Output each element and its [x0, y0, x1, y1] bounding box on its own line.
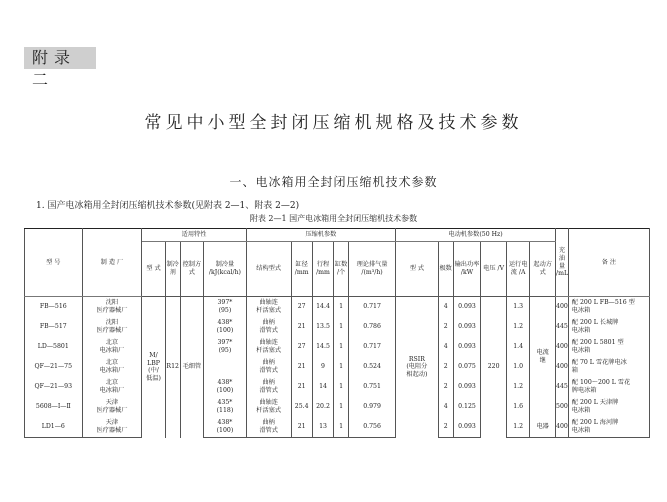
cell-line: 曲轴连 [259, 399, 278, 407]
cell-model: 5608—Ⅰ—Ⅱ [25, 397, 83, 417]
cell-line: 438* [217, 319, 233, 327]
cell-line: 曲柄 [262, 379, 275, 387]
cell-line: 医疗器械厂 [96, 307, 128, 314]
cell-line: 配 200 L 长城牌 [571, 319, 619, 327]
cell-capacity [204, 357, 247, 377]
header-poles: 极数 [438, 242, 453, 297]
cell-line: (118) [216, 407, 234, 414]
cell-line: 电冰箱 [571, 407, 591, 414]
cell-model: LD—5801 [25, 337, 83, 357]
cell-remarks [568, 317, 649, 337]
cell-line: 杆活塞式 [256, 307, 282, 314]
cell-displacement: 0.717 [349, 297, 396, 318]
header-displacement: 理论排气量 /(m³/h) [349, 242, 396, 297]
cell-line: 电冰箱 [571, 307, 591, 314]
cell-poles: 2 [438, 377, 453, 397]
header-control: 控制方式 [180, 242, 203, 297]
cell-poles: 4 [438, 337, 453, 357]
cell-line: 配 200 L 海河牌 [571, 419, 619, 427]
cell-line: 滑管式 [259, 387, 278, 394]
cell-capacity [204, 297, 247, 318]
cell-motor-type [396, 297, 439, 438]
cell-displacement: 0.524 [349, 357, 396, 377]
cell-line: 杆活塞式 [256, 407, 282, 414]
cell-maker [82, 377, 142, 397]
cell-maker [82, 417, 142, 438]
cell-line: (95) [218, 347, 232, 354]
cell-line: 电冰箱 [571, 327, 591, 334]
header-voltage: 电压 /V [481, 242, 507, 297]
header-group-applicable: 适用特性 [142, 229, 246, 242]
cell-line: M/ [149, 351, 158, 359]
cell-control: 毛细管 [180, 297, 203, 438]
cell-cylinders: 1 [334, 357, 349, 377]
cell-line: 397* [217, 299, 233, 307]
cell-line: 箱 [571, 367, 578, 374]
cell-line: 配 200 L 天津牌 [571, 399, 619, 407]
cell-line: 435* [217, 399, 233, 407]
cell-line: (100) [216, 427, 234, 434]
cell-line: 北京 [105, 339, 119, 347]
cell-structure [246, 417, 291, 438]
table-row [25, 317, 650, 337]
cell-remarks [568, 377, 649, 397]
cell-stroke: 14.5 [312, 337, 333, 357]
cell-line: LBP [147, 359, 160, 367]
cell-stroke: 14 [312, 377, 333, 397]
cell-maker [82, 397, 142, 417]
cell-line: 牌电冰箱 [571, 387, 597, 394]
header-bore: 缸径 /mm [291, 242, 312, 297]
cell-poles: 2 [438, 417, 453, 438]
cell-line: 曲柄 [262, 319, 275, 327]
cell-line: (中/ [148, 367, 159, 375]
cell-model: QF—21—93 [25, 377, 83, 397]
cell-stroke: 9 [312, 357, 333, 377]
cell-remarks [568, 417, 649, 438]
cell-remarks [568, 357, 649, 377]
header-current: 运行电流 /A [506, 242, 529, 297]
cell-line: 438* [217, 419, 233, 427]
cell-bore: 27 [291, 337, 312, 357]
cell-maker [82, 297, 142, 318]
cell-type [142, 297, 165, 438]
cell-line: 配 200 L FB—516 型 [571, 299, 635, 307]
cell-voltage: 220 [481, 297, 507, 438]
specs-table [24, 228, 650, 438]
cell-line: 滑管式 [259, 367, 278, 374]
cell-line: 曲轴连 [259, 339, 278, 347]
cell-bore: 21 [291, 357, 312, 377]
cell-displacement: 0.786 [349, 317, 396, 337]
cell-line: 电冰箱厂 [99, 347, 125, 354]
cell-displacement: 0.717 [349, 337, 396, 357]
appendix-label: 附录二 [24, 47, 96, 69]
cell-displacement: 0.979 [349, 397, 396, 417]
section-title: 一、电冰箱用全封闭压缩机技术参数 [229, 175, 438, 189]
cell-line: RSIR [408, 355, 425, 363]
cell-oil: 400 [556, 337, 569, 357]
cell-line: 医疗器械厂 [96, 427, 128, 434]
cell-poles: 2 [438, 317, 453, 337]
cell-capacity [204, 317, 247, 337]
cell-structure [246, 337, 291, 357]
header-cylinders: 缸数 /个 [334, 242, 349, 297]
cell-power: 0.093 [453, 417, 481, 438]
cell-start-extra: 电器 [530, 417, 556, 438]
cell-current: 1.2 [506, 377, 529, 397]
page-title: 常见中小型全封闭压缩机规格及技术参数 [144, 113, 523, 133]
header-group-compressor: 压缩机参数 [246, 229, 395, 242]
cell-line: 天津 [105, 399, 119, 407]
cell-current: 1.6 [506, 397, 529, 417]
cell-power: 0.093 [453, 297, 481, 318]
header-remarks: 备 注 [568, 229, 649, 297]
cell-model: QF—21—75 [25, 357, 83, 377]
cell-current: 1.2 [506, 417, 529, 438]
table-row [25, 417, 650, 438]
cell-bore: 21 [291, 417, 312, 438]
cell-oil: 445 [556, 317, 569, 337]
cell-power: 0.093 [453, 317, 481, 337]
cell-start [530, 297, 556, 418]
cell-capacity [204, 417, 247, 438]
cell-line: 相起动) [406, 371, 428, 379]
header-stroke: 行程 /mm [312, 242, 333, 297]
cell-line: 曲柄 [262, 419, 275, 427]
cell-line: 继 [539, 357, 546, 364]
cell-structure [246, 397, 291, 417]
cell-current: 1.2 [506, 317, 529, 337]
table-row [25, 397, 650, 417]
cell-line: 397* [217, 339, 233, 347]
cell-stroke: 13.5 [312, 317, 333, 337]
cell-maker [82, 317, 142, 337]
cell-line: (95) [218, 307, 232, 314]
cell-power: 0.125 [453, 397, 481, 417]
cell-poles: 2 [438, 357, 453, 377]
cell-line: 电冰箱 [571, 427, 591, 434]
cell-line: 曲轴连 [259, 299, 278, 307]
cell-displacement: 0.751 [349, 377, 396, 397]
table-row [25, 337, 650, 357]
cell-line: 沈阳 [105, 299, 119, 307]
header-type: 型 式 [142, 242, 165, 297]
header-capacity: 制冷量 /kJ(kcal/h) [204, 242, 247, 297]
cell-oil: 445 [556, 377, 569, 397]
cell-power: 0.093 [453, 337, 481, 357]
cell-line: 曲柄 [262, 359, 275, 367]
cell-cylinders: 1 [334, 317, 349, 337]
cell-line: 低温) [146, 375, 161, 382]
cell-bore: 21 [291, 377, 312, 397]
header-motor-type: 型 式 [396, 242, 439, 297]
cell-line: 杆活塞式 [256, 347, 282, 354]
cell-bore: 27 [291, 297, 312, 318]
header-maker: 制 造 厂 [82, 229, 142, 297]
cell-line: 滑管式 [259, 427, 278, 434]
table-caption: 附表 2—1 国产电冰箱用全封闭压缩机技术参数 [249, 214, 418, 223]
cell-structure [246, 357, 291, 377]
intro-text: 1. 国产电冰箱用全封闭压缩机技术参数(见附表 2—1、附表 2—2) [36, 201, 300, 211]
cell-line: 医疗器械厂 [96, 327, 128, 334]
cell-line: 沈阳 [105, 319, 119, 327]
cell-line: 配 70 L 雪花牌电冰 [571, 359, 627, 367]
cell-line: 电流 [536, 349, 549, 357]
cell-oil: 400 [556, 297, 569, 318]
cell-line: (100) [216, 327, 234, 334]
header-structure: 结构型式 [246, 242, 291, 297]
header-oil: 充油量 /mL [556, 229, 569, 297]
cell-refrigerant: R12 [165, 297, 180, 438]
cell-capacity [204, 397, 247, 417]
cell-line: 配 100～200 L 雪花 [571, 379, 631, 387]
cell-model: LD1—6 [25, 417, 83, 438]
table-body [25, 297, 650, 438]
cell-bore: 25.4 [291, 397, 312, 417]
cell-structure [246, 317, 291, 337]
table-row [25, 297, 650, 318]
cell-line: 电冰箱厂 [99, 387, 125, 394]
cell-capacity [204, 377, 247, 397]
cell-model: FB—517 [25, 317, 83, 337]
cell-poles: 4 [438, 397, 453, 417]
cell-oil: 400 [556, 417, 569, 438]
header-model: 型 号 [25, 229, 83, 297]
header-group-motor: 电动机参数(50 Hz) [396, 229, 556, 242]
table-row [25, 357, 650, 377]
cell-stroke: 13 [312, 417, 333, 438]
cell-remarks [568, 397, 649, 417]
header-refrigerant: 制冷剂 [165, 242, 180, 297]
cell-line: (电阻分 [406, 363, 428, 371]
cell-poles: 4 [438, 297, 453, 318]
cell-line: 北京 [105, 379, 119, 387]
cell-line: 配 200 L 5801 型 [571, 339, 624, 347]
cell-remarks [568, 337, 649, 357]
cell-capacity [204, 337, 247, 357]
cell-line: (100) [216, 387, 234, 394]
cell-cylinders: 1 [334, 297, 349, 318]
cell-maker [82, 357, 142, 377]
cell-stroke: 20.2 [312, 397, 333, 417]
cell-displacement: 0.756 [349, 417, 396, 438]
cell-current: 1.3 [506, 297, 529, 318]
cell-current: 1.4 [506, 337, 529, 357]
cell-maker [82, 337, 142, 357]
table-row [25, 377, 650, 397]
cell-power: 0.093 [453, 377, 481, 397]
cell-cylinders: 1 [334, 397, 349, 417]
cell-oil: 400 [556, 357, 569, 377]
cell-line: 电冰箱 [571, 347, 591, 354]
header-power: 输出功率 /kW [453, 242, 481, 297]
header-start: 起动方式 [530, 242, 556, 297]
cell-oil: 500 [556, 397, 569, 417]
cell-line: 天津 [105, 419, 119, 427]
cell-line: 医疗器械厂 [96, 407, 128, 414]
cell-bore: 21 [291, 317, 312, 337]
cell-current: 1.0 [506, 357, 529, 377]
cell-remarks [568, 297, 649, 318]
cell-model: FB—516 [25, 297, 83, 318]
cell-line: 438* [217, 379, 233, 387]
cell-structure [246, 297, 291, 318]
cell-cylinders: 1 [334, 337, 349, 357]
cell-line: 滑管式 [259, 327, 278, 334]
cell-line: 北京 [105, 359, 119, 367]
cell-cylinders: 1 [334, 377, 349, 397]
cell-line: 电冰箱厂 [99, 367, 125, 374]
cell-power: 0.075 [453, 357, 481, 377]
cell-stroke: 14.4 [312, 297, 333, 318]
cell-cylinders: 1 [334, 417, 349, 438]
cell-structure [246, 377, 291, 397]
